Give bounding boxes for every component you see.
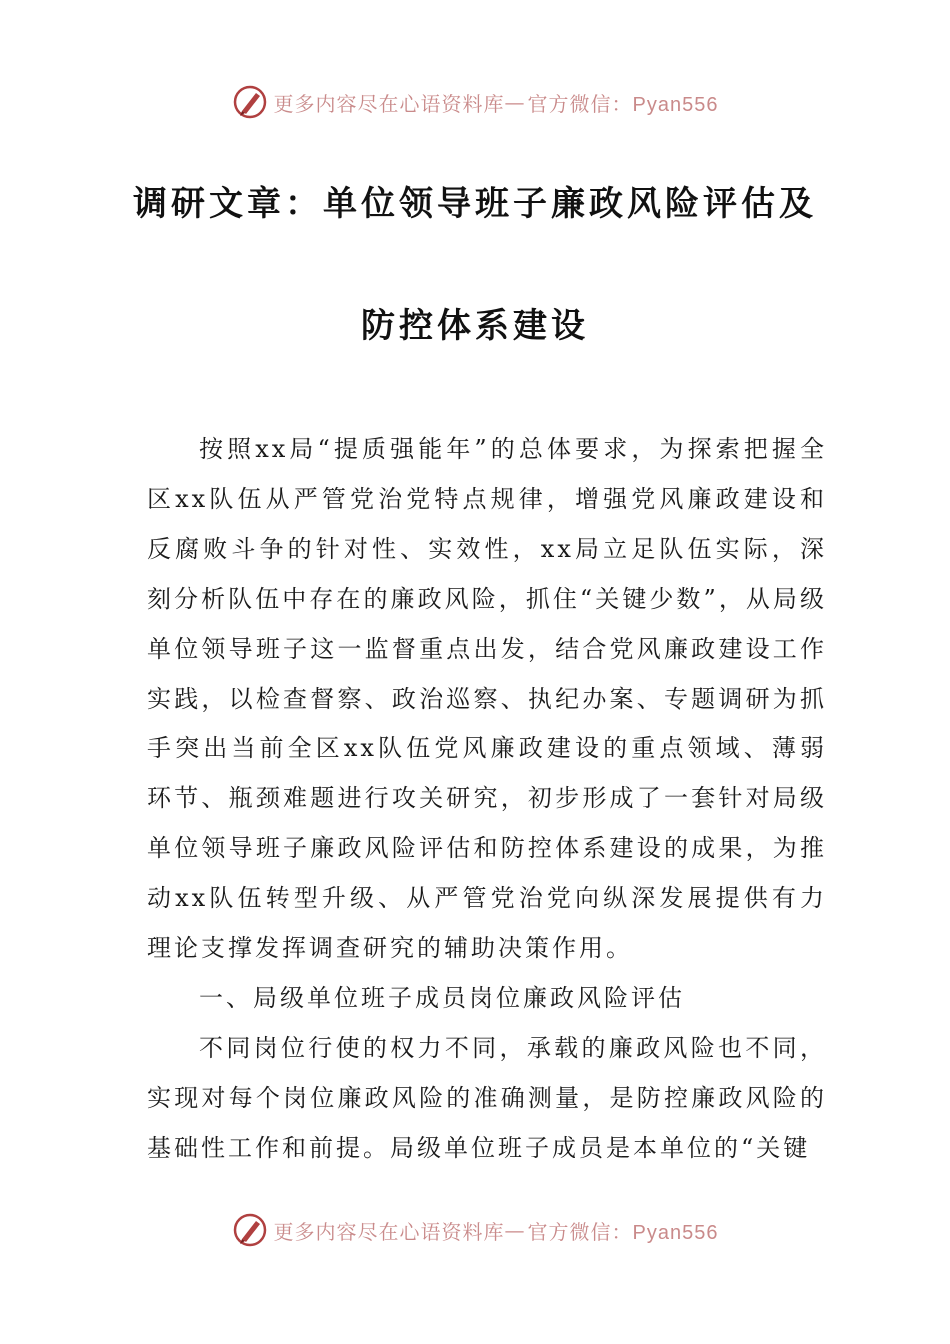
document-body [147, 425, 827, 1174]
watermark-dash: — [504, 1218, 526, 1242]
paragraph-section-1: 不同岗位行使的权力不同，承载的廉政风险也不同，实现对每个岗位廉政风险的准确测量，是防控廉政风险的基础性工作和前提。局级单位班子成员是本单位的“关键 [147, 1033, 827, 1162]
watermark-contact: 官方微信：Pyan556 [527, 1221, 719, 1244]
watermark-dash: — [504, 90, 526, 114]
header-watermark [0, 82, 950, 122]
footer-watermark [0, 1210, 950, 1250]
document-title-line-1: 调研文章：单位领导班子廉政风险评估及 [133, 184, 817, 224]
watermark-brand: 更多内容尽在心语资料库 [273, 1219, 505, 1244]
paragraph-intro: 按照xx局“提质强能年”的总体要求，为探索把握全区xx队伍从严管党治党特点规律，增强党风廉政建设和反腐败斗争的针对性、实效性，xx局立足队伍实际，深刻分析队伍中存在的廉政风险，抓住“关键少数”，从局级单位领导班子这一监督重点出发，结合党风廉政建设工作实践，以检查督察、政治巡察、执纪办案、专题调研为抓手突出当前全区xx队伍党风廉政建设的重点领域、薄弱环节、瓶颈难题进行攻关研究，初步形成了一套针对局级单位领导班子廉政风险评估和防控体系建设的成果，为推动xx队伍转型升级、从严管党治党向纵深发展提供有力理论支撑发挥调查研究的辅助决策作用。 [147, 435, 827, 963]
pen-logo-icon [232, 84, 268, 120]
section-heading-1: 一、局级单位班子成员岗位廉政风险评估 [199, 983, 685, 1012]
document-title-line-2: 防控体系建设 [361, 306, 589, 346]
watermark-brand: 更多内容尽在心语资料库 [273, 91, 505, 116]
watermark-contact: 官方微信：Pyan556 [527, 93, 719, 116]
pen-logo-icon [232, 1212, 268, 1248]
